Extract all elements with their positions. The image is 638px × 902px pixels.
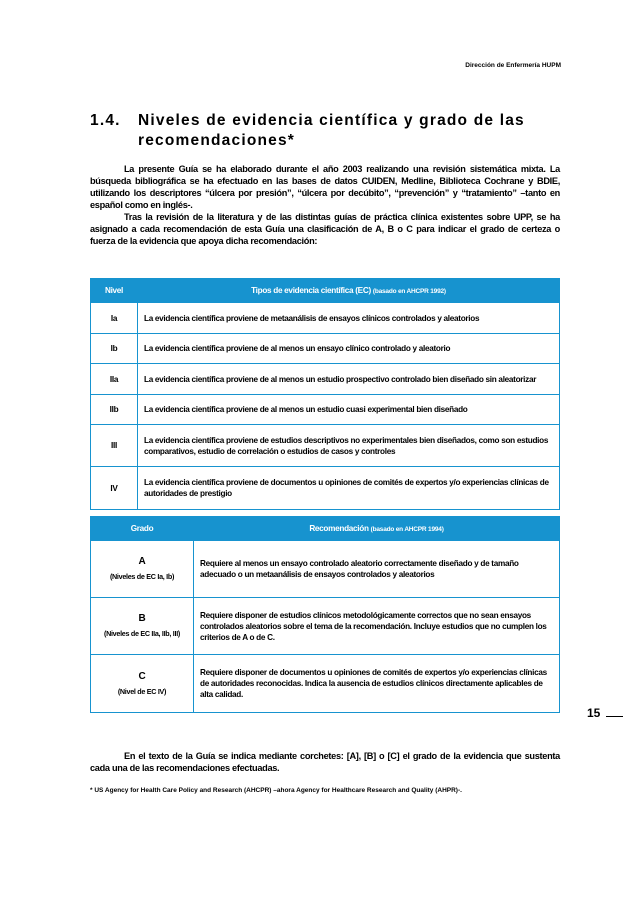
intro-paragraph-1: La presente Guía se ha elaborado durante el año 2003 realizando una revisión sistemática mixta. La búsqueda bibliográfica se ha efectuado en las bases de datos CUIDEN, Medline, Biblioteca Cochrane y BDIE, utilizando los descriptores “úlcera por presión”, “úlcera por decúbito”, “prevención” y “tratamiento” –tanto en español como en inglés-. <box>90 164 560 210</box>
evidence-type-label: Tipos de evidencia científica (EC) <box>251 286 371 295</box>
evidence-level: IIa <box>91 364 138 395</box>
page-number: 15 <box>587 706 601 720</box>
table-row <box>91 303 560 334</box>
recommendation-grade-table <box>90 516 560 713</box>
recommendation-column-header <box>194 517 560 541</box>
evidence-type-note: (basado en AHCPR 1992) <box>372 288 446 295</box>
evidence-level: Ib <box>91 334 138 364</box>
table-row <box>91 541 560 598</box>
evidence-description: La evidencia científica proviene de documentos u opiniones de comités de expertos y/o experiencias clínicas de autoridades de prestigio <box>138 467 560 510</box>
grade-cell <box>91 655 194 713</box>
table-row <box>91 425 560 467</box>
level-column-header: Nivel <box>91 279 138 303</box>
evidence-description: La evidencia científica proviene de al menos un estudio prospectivo controlado bien diseñado sin aleatorizar <box>138 364 560 395</box>
evidence-description: La evidencia científica proviene de al menos un estudio cuasi experimental bien diseñado <box>138 395 560 425</box>
evidence-description: La evidencia científica proviene de estudios descriptivos no experimentales bien diseñados, como son estudios comparativos, estudio de correlación o estudios de casos y controles <box>138 425 560 467</box>
closing-paragraph: En el texto de la Guía se indica mediante corchetes: [A], [B] o [C] el grado de la evidencia que sustenta cada una de las recomendaciones efectuadas. <box>90 751 560 773</box>
grade-levels: (Niveles de EC IIa, IIb, III) <box>104 629 180 638</box>
grade-levels: (Niveles de EC Ia, Ib) <box>109 572 175 581</box>
grade-levels: (Nivel de EC IV) <box>117 686 167 696</box>
recommendation-note: (basado en AHCPR 1994) <box>370 526 444 533</box>
evidence-table-header <box>91 279 560 303</box>
table-row <box>91 334 560 364</box>
table-row <box>91 655 560 713</box>
evidence-type-column-header <box>138 279 560 303</box>
grade-letter: A <box>138 556 146 567</box>
table-row <box>91 598 560 655</box>
evidence-level-table <box>90 278 560 510</box>
section-title <box>90 111 560 151</box>
recommendation-description: Requiere disponer de documentos u opiniones de comités de expertos y/o experiencias clínicas de autoridades reconocidas. Indica la ausencia de estudios clínicos directamente aplicables de alta calidad. <box>194 655 560 713</box>
grade-table-header <box>91 517 560 541</box>
grade-letter: B <box>138 613 146 624</box>
evidence-level: IV <box>91 467 138 510</box>
intro-paragraph-2: Tras la revisión de la literatura y de las distintas guías de práctica clínica existentes sobre UPP, se ha asignado a cada recomendación de esta Guía una clasificación de A, B o C para indicar el grado de certeza o fuerza de la evidencia que apoya dicha recomendación: <box>90 212 560 246</box>
grade-column-header: Grado <box>91 517 194 541</box>
section-number: 1.4. <box>90 112 121 129</box>
grade-cell <box>91 598 194 655</box>
section-title-line2: recomendaciones* <box>138 132 296 149</box>
footnote: * US Agency for Health Care Policy and Research (AHCPR) –ahora Agency for Healthcare Research and Quality (AHPR)-. <box>90 787 462 794</box>
page-number-rule <box>606 716 623 717</box>
table-row <box>91 467 560 510</box>
recommendation-label: Recomendación <box>309 524 369 533</box>
recommendation-description: Requiere al menos un ensayo controlado aleatorio correctamente diseñado y de tamaño adecuado o un metaanálisis de ensayos controlados y aleatorios <box>194 541 560 598</box>
section-title-line1: Niveles de evidencia científica y grado de las <box>138 112 525 129</box>
grade-letter: C <box>138 670 146 682</box>
table-row <box>91 395 560 425</box>
recommendation-description: Requiere disponer de estudios clínicos metodológicamente correctos que no sean ensayos controlados aleatorios sobre el tema de la recomendación. Incluye estudios que no cumplen los criterios de A o de C. <box>194 598 560 655</box>
evidence-level: III <box>91 425 138 467</box>
evidence-description: La evidencia científica proviene de al menos un ensayo clínico controlado y aleatorio <box>138 334 560 364</box>
evidence-level: Ia <box>91 303 138 334</box>
table-row <box>91 364 560 395</box>
running-header: Dirección de Enfermería HUPM <box>465 62 561 69</box>
evidence-level: IIb <box>91 395 138 425</box>
evidence-description: La evidencia científica proviene de metaanálisis de ensayos clínicos controlados y aleatorios <box>138 303 560 334</box>
grade-cell <box>91 541 194 598</box>
